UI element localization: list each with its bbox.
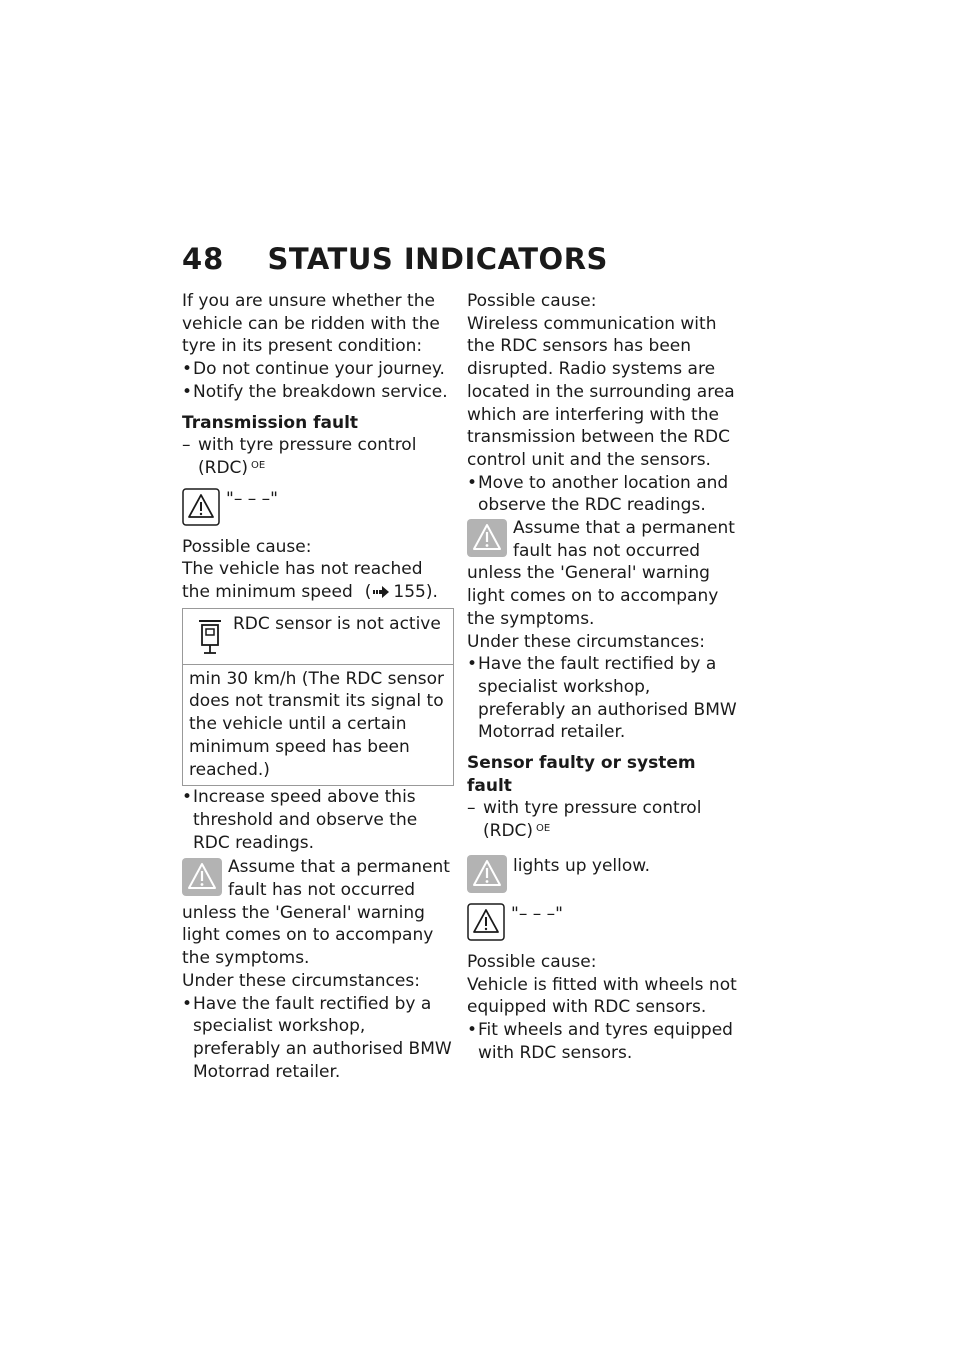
rdc-condition: – with tyre pressure control (RDC) $^{OE}$	[182, 435, 417, 478]
cause-text: Wireless communication with the RDC sensors has been disrupted. Radio systems are located in the surrounding area which are interfering with the transmission between the RDC control unit and the sensors.	[467, 313, 735, 470]
list-item: • Move to another location and observe the RDC readings.	[467, 472, 729, 516]
oe-marker: OE	[251, 459, 266, 471]
table-header-row	[183, 609, 453, 665]
warning-triangle-outline-icon	[467, 903, 505, 941]
left-column	[182, 290, 454, 1083]
warning-triangle-outline-icon	[182, 488, 220, 526]
assume-note	[182, 856, 454, 970]
warning-triangle-filled-icon	[467, 855, 507, 893]
list-item: • Have the fault rectified by a specialist workshop, preferably an authorised BMW Motorrad retailer.	[182, 993, 452, 1082]
list-item: • Fit wheels and tyres equipped with RDC sensors.	[467, 1019, 733, 1063]
bullet-icon: •	[467, 1019, 478, 1040]
under-circumstances: Under these circumstances:	[467, 631, 705, 652]
possible-cause-label: Possible cause:	[182, 536, 312, 557]
display-dashes: "– – –"	[511, 903, 563, 924]
lights-indicator-row	[467, 855, 739, 895]
lights-text: lights up yellow.	[513, 855, 651, 876]
page-number: 48	[182, 242, 225, 276]
warning-triangle-filled-icon	[182, 858, 222, 896]
page-reference-arrow-icon	[373, 586, 389, 598]
bullet-icon: •	[182, 381, 193, 402]
list-item: • Have the fault rectified by a specialist workshop, preferably an authorised BMW Motorrad retailer.	[467, 654, 737, 743]
table-header-text: RDC sensor is not active	[233, 613, 441, 634]
intro-text: If you are unsure whether the vehicle can be ridden with the tyre in its present condition:	[182, 291, 440, 357]
dash-icon: –	[182, 435, 191, 456]
rdc-sensor-icon	[197, 617, 223, 657]
cause-text: Vehicle is fitted with wheels not equipped with RDC sensors.	[467, 974, 737, 1018]
rdc-condition: – with tyre pressure control (RDC) $^{OE}$	[467, 798, 702, 842]
assume-text: Assume that a permanent fault has not occurred unless the 'General' warning light comes on to accompany the symptoms.	[467, 518, 735, 629]
under-circumstances: Under these circumstances:	[182, 970, 420, 991]
warning-triangle-filled-icon	[467, 519, 507, 557]
reference-open-paren: (	[364, 582, 372, 603]
section-heading-transmission-fault: Transmission fault	[182, 412, 359, 433]
possible-cause-label: Possible cause:	[467, 951, 597, 972]
bullet-icon: •	[182, 993, 193, 1014]
bullet-icon: •	[182, 359, 193, 380]
display-indicator-row	[182, 488, 454, 528]
rdc-info-table	[182, 608, 454, 787]
chapter-title: STATUS INDICATORS	[267, 242, 608, 276]
page-header	[182, 242, 608, 276]
dash-icon: –	[467, 798, 476, 819]
bullet-icon: •	[182, 787, 193, 808]
list-item: • Do not continue your journey.	[182, 359, 445, 380]
list-item: • Notify the breakdown service.	[182, 381, 448, 402]
list-item: • Increase speed above this threshold and observe the RDC readings.	[182, 787, 418, 853]
cause-text: The vehicle has not reached the minimum speed ( 155).	[182, 559, 438, 603]
assume-text: Assume that a permanent fault has not occurred unless the 'General' warning light comes on to accompany the symptoms.	[182, 857, 450, 969]
bullet-icon: •	[467, 654, 478, 675]
page-reference[interactable]: 155).	[393, 582, 438, 603]
table-body-row: min 30 km/h (The RDC sensor does not transmit its signal to the vehicle until a certain minimum speed has been reached.)	[189, 668, 444, 780]
bullet-icon: •	[467, 472, 478, 493]
assume-note	[467, 517, 739, 631]
right-column	[467, 290, 739, 1064]
section-heading-sensor-fault: Sensor faulty or system fault	[467, 753, 696, 796]
display-indicator-row	[467, 903, 739, 943]
possible-cause-label: Possible cause:	[467, 291, 597, 311]
display-dashes: "– – –"	[226, 488, 278, 509]
oe-marker: OE	[536, 823, 551, 835]
